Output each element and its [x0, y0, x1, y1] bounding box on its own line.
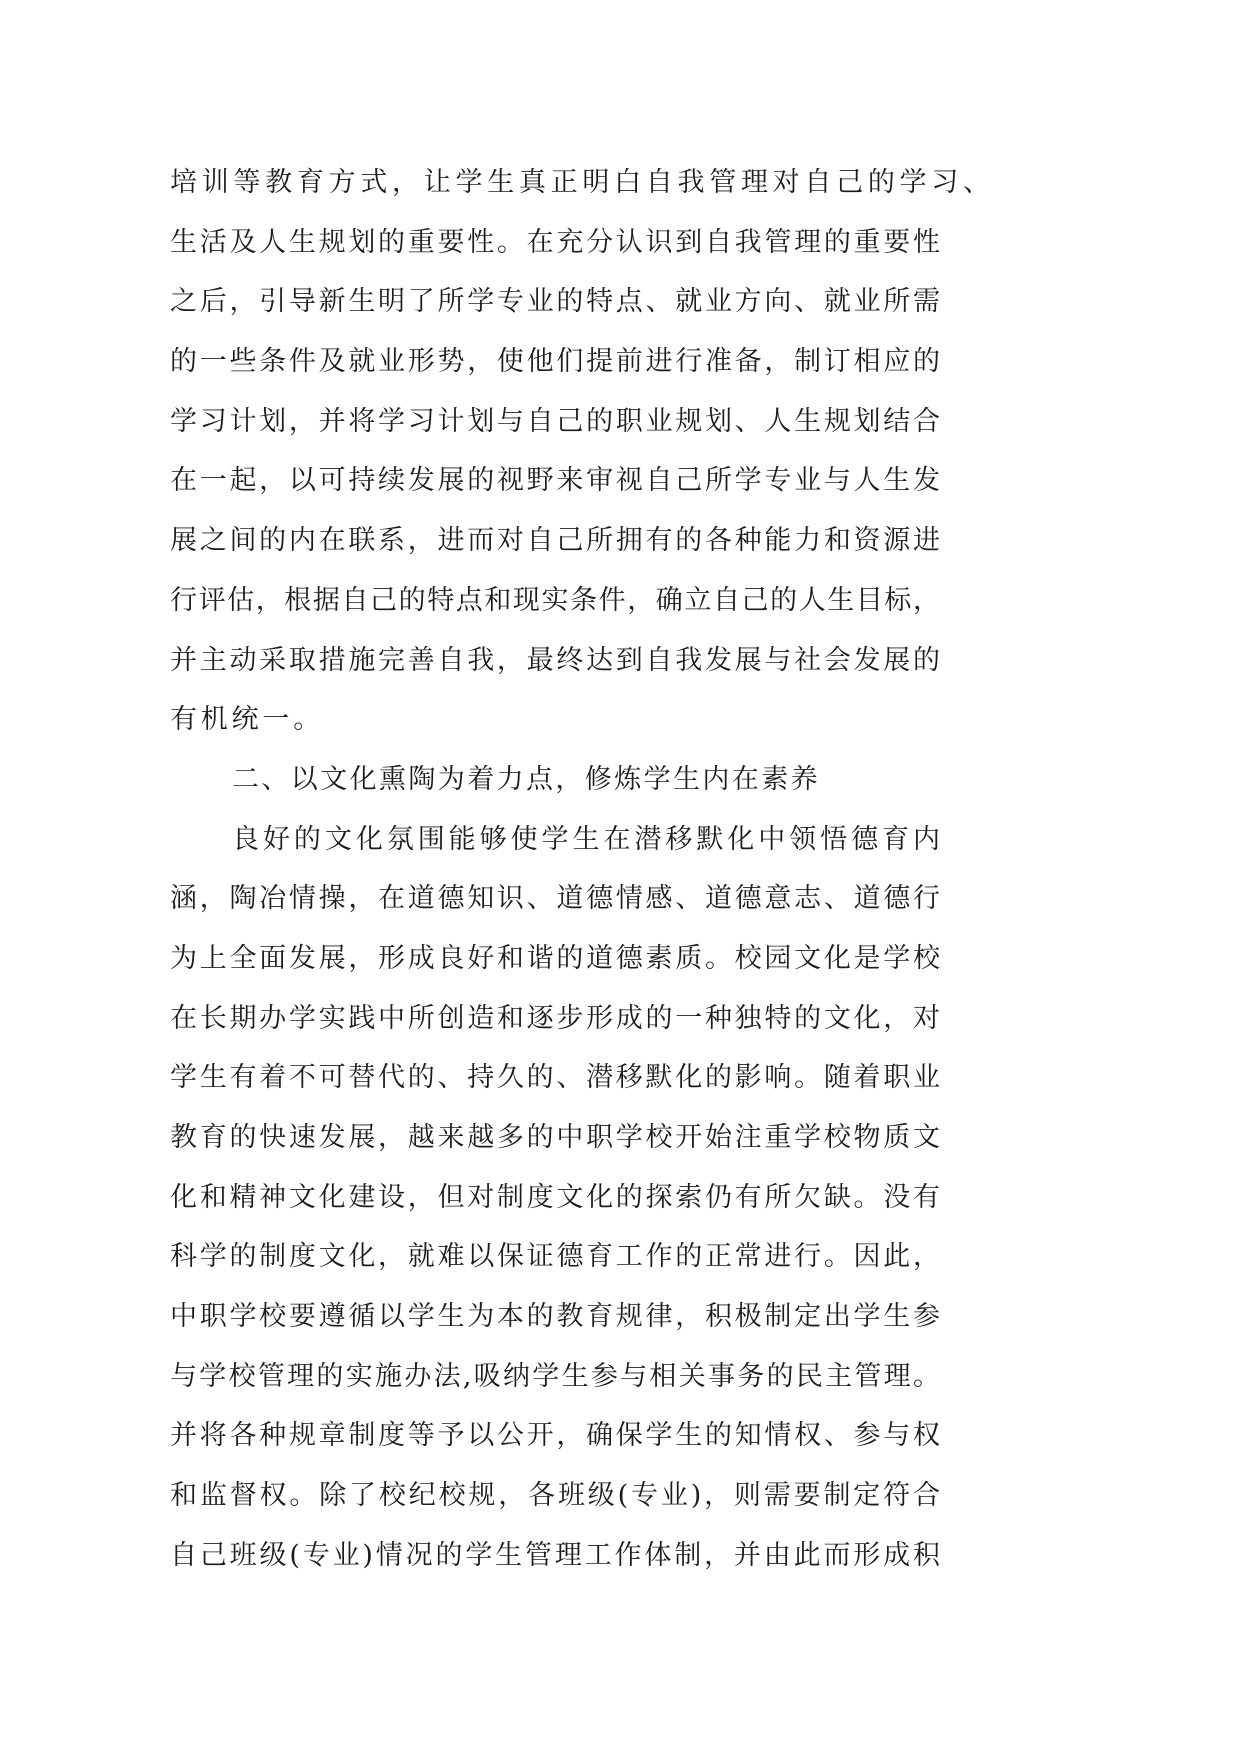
- paragraph: [170, 810, 940, 1586]
- text-line: 与学校管理的实施办法,吸纳学生参与相关事务的民主管理。: [170, 1360, 940, 1392]
- section-heading: 二、以文化熏陶为着力点，修炼学生内在素养: [232, 763, 820, 795]
- text-line: 之后，引导新生明了所学专业的特点、就业方向、就业所需: [170, 286, 940, 318]
- text-line: 行评估，根据自己的特点和现实条件，确立自己的人生目标，: [170, 584, 940, 616]
- text-line: 教育的快速发展，越来越多的中职学校开始注重学校物质文: [170, 1122, 940, 1153]
- text-line: 展之间的内在联系，进而对自己所拥有的各种能力和资源进: [170, 525, 940, 557]
- text-line: 并主动采取措施完善自我，最终达到自我发展与社会发展的: [170, 644, 940, 676]
- text-line: 良好的文化氛围能够使学生在潜移默化中领悟德育内: [232, 823, 940, 855]
- text-line: 学习计划，并将学习计划与自己的职业规划、人生规划结合: [170, 405, 940, 437]
- continued-paragraph: [170, 153, 990, 750]
- text-line: 在长期办学实践中所创造和逐步形成的一种独特的文化，对: [170, 1002, 940, 1034]
- text-line: 培训等教育方式，让学生真正明白自我管理对自己的学习、: [170, 167, 990, 198]
- text-line: 涵，陶冶情操，在道德知识、道德情感、道德意志、道德行: [170, 883, 940, 915]
- text-line: 有机统一。: [170, 704, 324, 736]
- text-line: 自己班级(专业)情况的学生管理工作体制，并由此而形成积: [170, 1539, 940, 1571]
- text-line: 生活及人生规划的重要性。在充分认识到自我管理的重要性: [170, 226, 940, 258]
- text-line: 化和精神文化建设，但对制度文化的探索仍有所欠缺。没有: [170, 1181, 940, 1213]
- text-line: 中职学校要遵循以学生为本的教育规律，积极制定出学生参: [170, 1301, 940, 1333]
- text-line: 科学的制度文化，就难以保证德育工作的正常进行。因此，: [170, 1241, 940, 1273]
- text-line: 并将各种规章制度等予以公开，确保学生的知情权、参与权: [170, 1420, 940, 1452]
- document-body: [170, 153, 990, 1586]
- text-line: 在一起，以可持续发展的视野来审视自己所学专业与人生发: [170, 465, 940, 497]
- text-line: 为上全面发展，形成良好和谐的道德素质。校园文化是学校: [170, 942, 940, 974]
- text-line: 和监督权。除了校纪校规，各班级(专业)，则需要制定符合: [170, 1480, 940, 1512]
- text-line: 的一些条件及就业形势，使他们提前进行准备，制订相应的: [170, 346, 940, 378]
- text-line: 学生有着不可替代的、持久的、潜移默化的影响。随着职业: [170, 1062, 940, 1094]
